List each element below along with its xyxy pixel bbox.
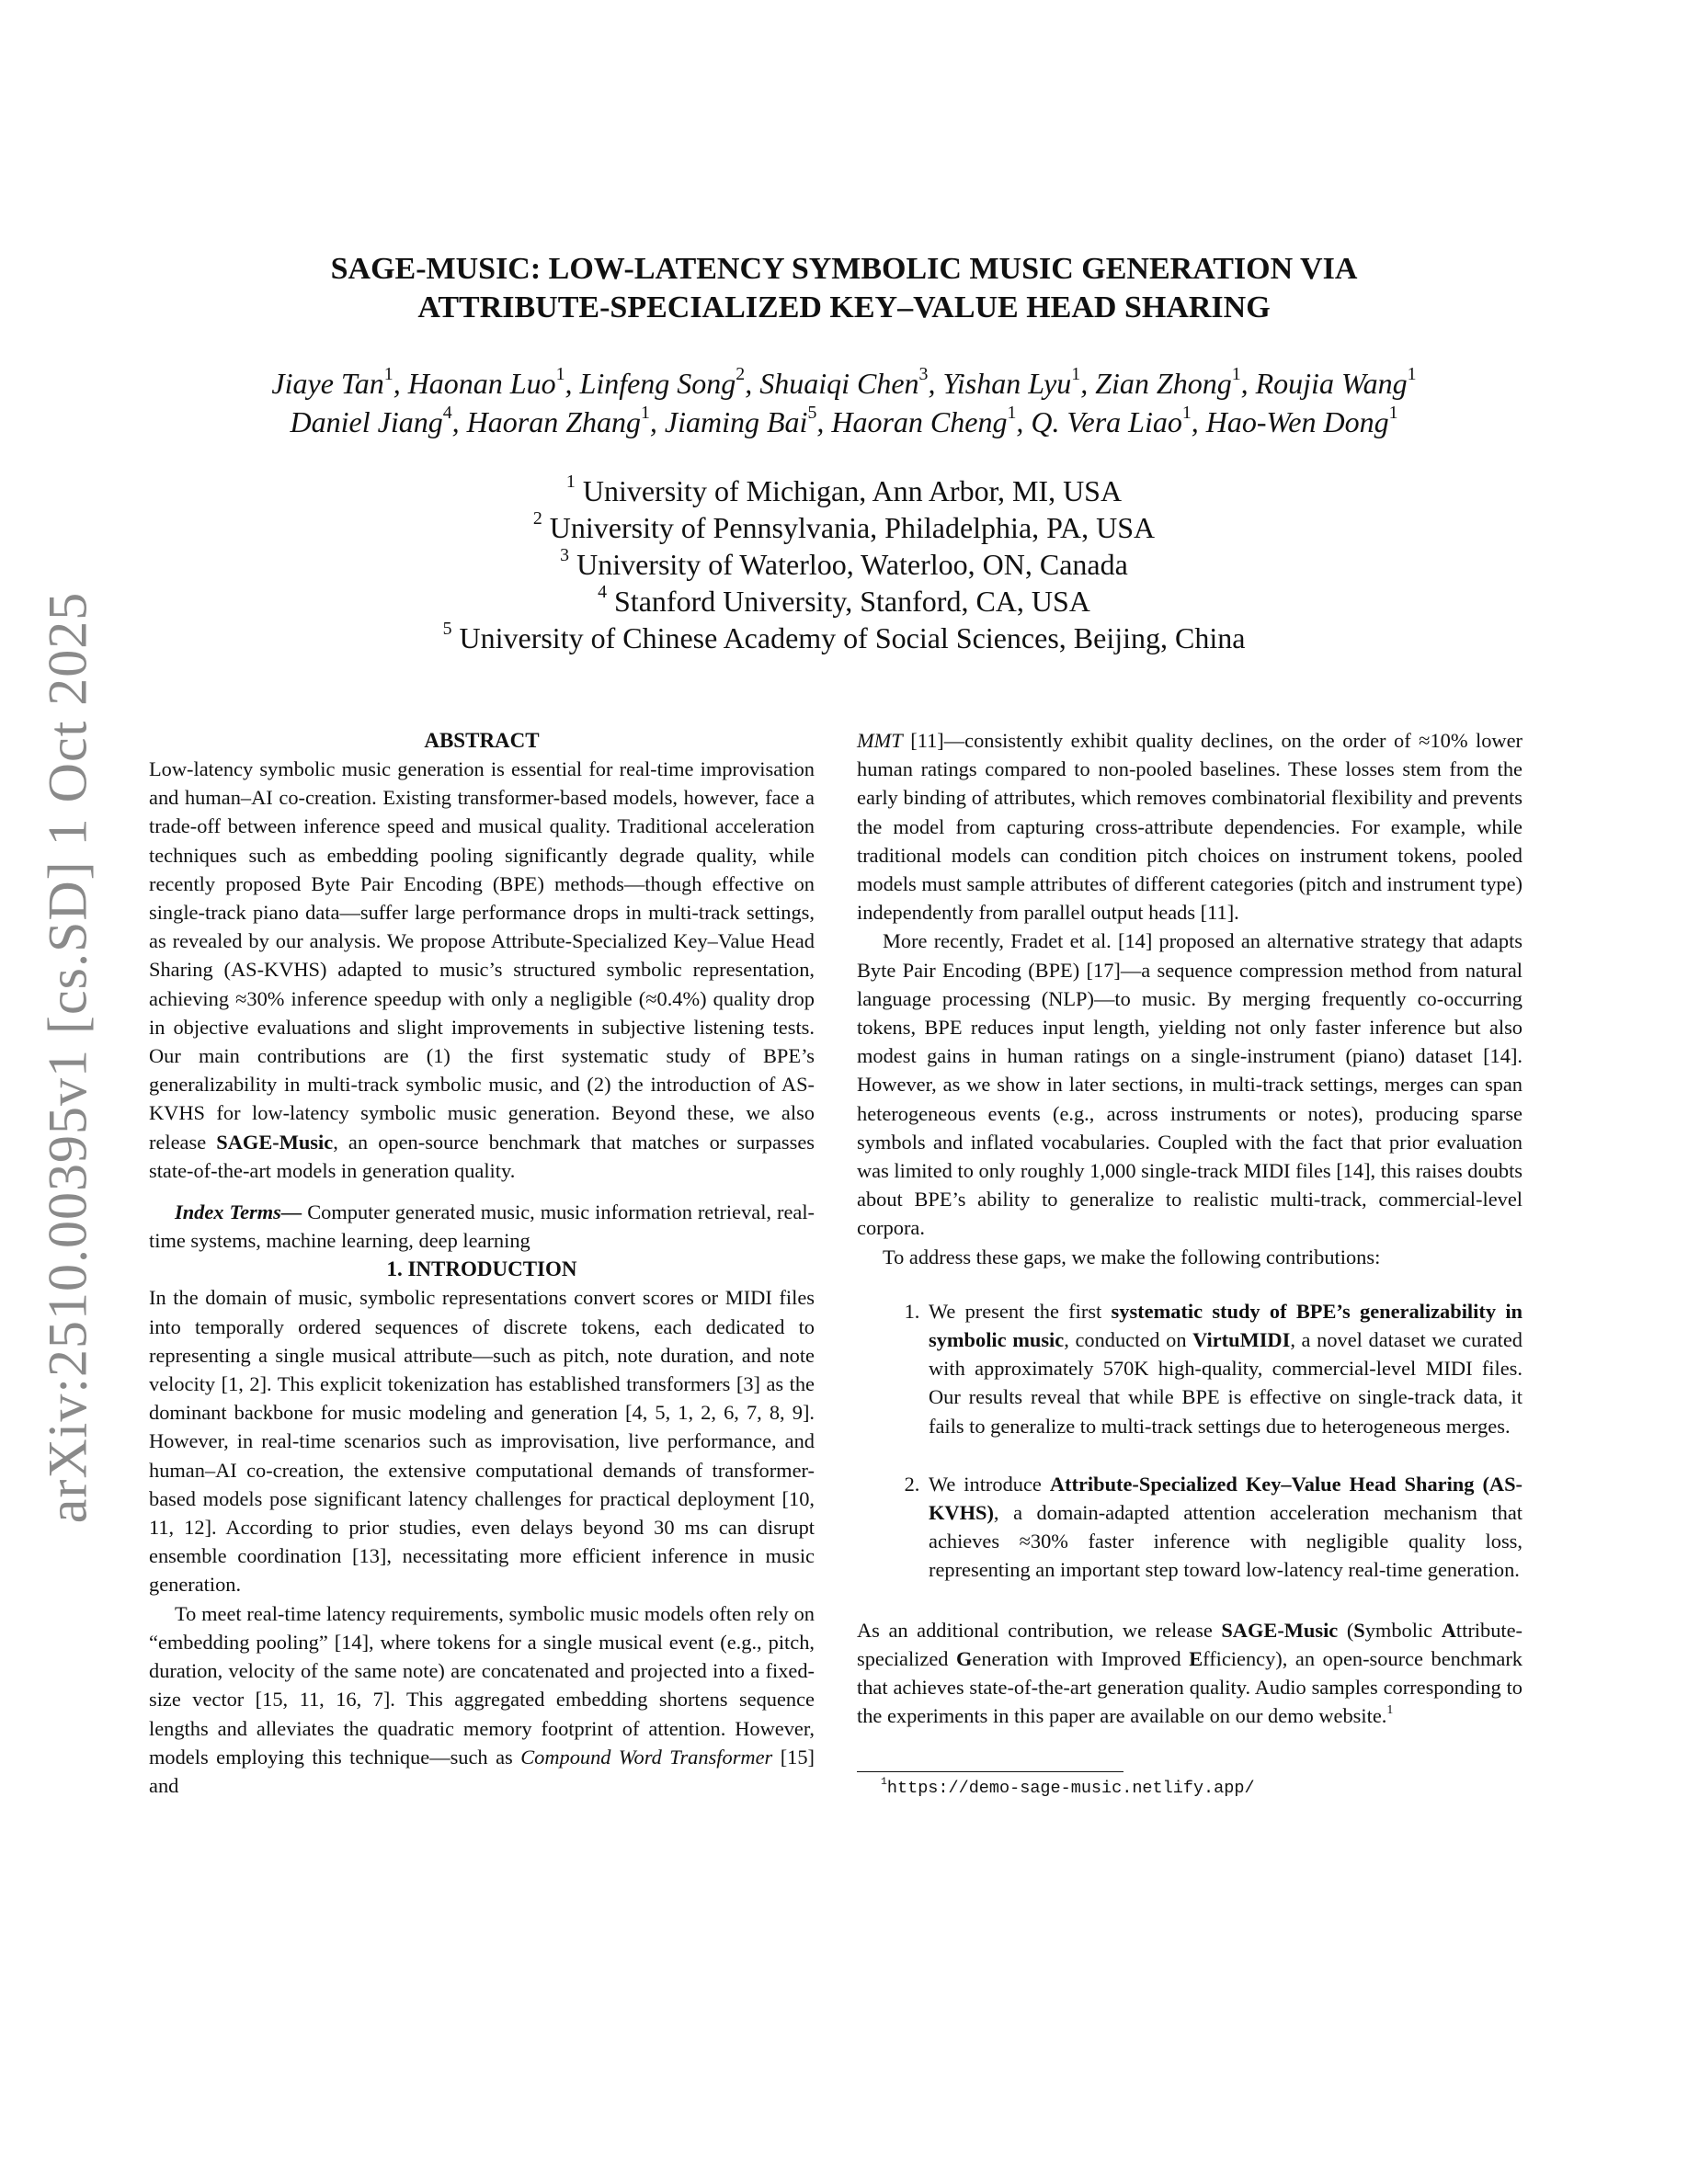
p5-bold: A <box>1441 1618 1456 1642</box>
affiliation <box>147 472 1541 509</box>
affiliation-number: 4 <box>598 582 608 603</box>
author-affiliation-mark: 1 <box>555 364 565 385</box>
author-affiliation-mark: 1 <box>383 364 393 385</box>
title-line-1: SAGE-MUSIC: LOW-LATENCY SYMBOLIC MUSIC GENERATION VIA <box>330 252 1358 286</box>
affiliation <box>147 546 1541 583</box>
author-affiliation-mark: 4 <box>442 403 452 424</box>
p5-text: fficiency), an open-source benchmark that achieves state-of-the-art generation quality. Audio samples corresponding to the experiments in this paper are available on our demo website. <box>857 1646 1523 1728</box>
p5-text: ttribute-specialized <box>857 1618 1523 1670</box>
affiliation-text: Stanford University, Stanford, CA, USA <box>614 585 1090 618</box>
intro-heading: 1. INTRODUCTION <box>386 1257 577 1281</box>
intro-paragraph-1: In the domain of music, symbolic representations convert scores or MIDI files into temporally ordered sequences of discrete tokens, each dedicated to representing a single musical attribute—such as pitch, note duration, and note velocity [1, 2]. This explicit tokenization has established transformers [3] as the dominant backbone for music modeling and generation [4, 5, 1, 2, 6, 7, 8, 9]. However, in real-time scenarios such as improvisation, live performance, and human–AI co-creation, the extensive computational demands of transformer-based models pose significant latency challenges for practical deployment [10, 11, 12]. According to prior studies, even delays beyond 30 ms can disrupt ensemble coordination [13], necessitating more efficient inference in music generation. <box>149 1286 815 1597</box>
contribution-item <box>925 1470 1523 1585</box>
abstract-body <box>149 755 815 1185</box>
author-affiliation-mark: 1 <box>1407 364 1417 385</box>
intro-paragraph-3: More recently, Fradet et al. [14] proposed an alternative strategy that adapts Byte Pair Encoding (BPE) [17]—a sequence compression method from natural language processing (NLP)—to music. By merging frequently co-occurring tokens, BPE reduces input length, yielding not only faster inference but also modest gains in human ratings on a single-instrument (piano) dataset [14]. However, as we show in later sections, in multi-track settings, merges can span heterogeneous events (e.g., across instruments or notes), producing sparse symbols and inflated vocabularies. Coupled with the fact that prior evaluation was limited to only roughly 1,000 single-track MIDI files [14], this raises doubts about BPE’s ability to generalize to realistic multi-track, commercial-level corpora. <box>857 929 1523 1240</box>
intro-p2-text-c: [11]—consistently exhibit quality declines, on the order of ≈10% lower human ratings compared to non-pooled baselines. These losses stem from the early binding of attributes, which removes combinatorial flexibility and prevents the model from capturing cross-attribute dependencies. For example, while traditional models can condition pitch choices on instrument tokens, pooled models must sample attributes of different categories (pitch and instrument type) independently from parallel output heads [11]. <box>857 729 1523 925</box>
intro-p2-italic-1: Compound Word Transformer <box>520 1745 773 1769</box>
author-affiliation-mark: 5 <box>807 403 817 424</box>
affiliation-text: University of Waterloo, Waterloo, ON, Canada <box>576 548 1128 581</box>
contributions-list <box>857 1297 1523 1585</box>
author-affiliation-mark: 1 <box>640 403 650 424</box>
author: Haoran Zhang <box>466 405 641 438</box>
contribution-bold: VirtuMIDI <box>1192 1328 1291 1352</box>
author: Daniel Jiang <box>290 405 443 438</box>
author-affiliation-mark: 1 <box>1181 403 1192 424</box>
p5-bold: SAGE-Music <box>1221 1618 1339 1642</box>
author: Hao-Wen Dong <box>1205 405 1389 438</box>
author-affiliation-mark: 3 <box>918 364 929 385</box>
author: Zian Zhong <box>1095 367 1232 400</box>
affiliation <box>147 509 1541 546</box>
p5-text: ( <box>1338 1618 1354 1642</box>
intro-paragraph-5 <box>857 1616 1523 1731</box>
contribution-text: We present the first <box>929 1299 1112 1323</box>
affiliation-number: 2 <box>532 508 542 529</box>
abstract-text-b: , an open-source benchmark that matches or surpasses state-of-the-art models in generation quality. <box>149 1130 815 1182</box>
left-column <box>149 726 815 1800</box>
p5-bold: S <box>1353 1618 1365 1642</box>
contribution-item <box>925 1297 1523 1440</box>
title-line-2: ATTRIBUTE-SPECIALIZED KEY–VALUE HEAD SHARING <box>417 290 1271 324</box>
affiliation-number: 5 <box>442 619 452 640</box>
contribution-text: , a novel dataset we curated with approximately 570K high-quality, commercial-level MIDI files. Our results reveal that while BPE is effective on single-track data, it fails to generalize to multi-track settings due to heterogeneous merges. <box>929 1328 1523 1438</box>
intro-p2-italic-2: MMT <box>857 729 903 752</box>
affiliation-list <box>147 472 1541 656</box>
contribution-text: We introduce <box>929 1472 1050 1496</box>
author-affiliation-mark: 2 <box>736 364 746 385</box>
p5-text: eneration with Improved <box>972 1646 1190 1670</box>
paper-title <box>147 250 1541 327</box>
contribution-text: , a domain-adapted attention acceleration mechanism that achieves ≈30% faster inference with negligible quality loss, representing an important step toward low-latency real-time generation. <box>929 1501 1523 1582</box>
affiliation-number: 1 <box>565 472 576 493</box>
author-row-2: Daniel Jiang$^4$, Haoran Zhang$^1$, Jiaming Bai$^5$, Haoran Cheng$^1$, Q. Vera Liao$^1$, Hao-Wen Dong$^1$ <box>290 403 1398 438</box>
author: Shuaiqi Chen <box>759 367 919 400</box>
affiliation-text: University of Pennsylvania, Philadelphia, PA, USA <box>549 511 1156 544</box>
affiliation <box>147 583 1541 620</box>
author: Yishan Lyu <box>942 367 1072 400</box>
author: Roujia Wang <box>1255 367 1408 400</box>
footnote-url[interactable]: https://demo-sage-music.netlify.app/ <box>886 1778 1255 1798</box>
intro-paragraph-4: To address these gaps, we make the following contributions: <box>883 1245 1381 1268</box>
author: Jiaye Tan <box>271 367 384 400</box>
abstract-benchmark-name: SAGE-Music <box>216 1130 334 1154</box>
affiliation-text: University of Michigan, Ann Arbor, MI, USA <box>582 474 1123 507</box>
affiliation <box>147 620 1541 656</box>
author: Haonan Luo <box>407 367 556 400</box>
footnote-number: 1 <box>881 1775 887 1788</box>
arxiv-side-stamp <box>35 591 101 1523</box>
author-affiliation-mark: 1 <box>1388 403 1398 424</box>
footnote-rule <box>857 1771 1123 1772</box>
p5-bold: G <box>956 1646 973 1670</box>
author-affiliation-mark: 1 <box>1007 403 1017 424</box>
intro-paragraph-2 <box>149 1599 815 1800</box>
author: Linfeng Song <box>579 367 736 400</box>
contribution-bold: Attribute-Specialized Key–Value Head Sharing (AS-KVHS) <box>929 1472 1523 1525</box>
intro-p2-text-a: To meet real-time latency requirements, symbolic music models often rely on “embedding pooling” [14], where tokens for a single musical event (e.g., pitch, duration, velocity of the same note) are concatenated and projected into a fixed-size vector [15, 11, 16, 7]. This aggregated embedding shortens sequence lengths and alleviates the quadratic memory footprint of attention. However, models employing this technique—such as <box>149 1601 815 1769</box>
author: Jiaming Bai <box>664 405 808 438</box>
author-row-1: Jiaye Tan$^1$, Haonan Luo$^1$, Linfeng Song$^2$, Shuaiqi Chen$^3$, Yishan Lyu$^1$, Zian Zhong$^1$, Roujia Wang$^1$ <box>271 364 1417 400</box>
abstract-heading: ABSTRACT <box>424 729 540 752</box>
affiliation-text: University of Chinese Academy of Social Sciences, Beijing, China <box>459 621 1246 654</box>
p5-bold: E <box>1189 1646 1203 1670</box>
p5-text: As an additional contribution, we release <box>857 1618 1222 1642</box>
author-affiliation-mark: 1 <box>1231 364 1241 385</box>
footnote-mark: 1 <box>1386 1702 1394 1717</box>
affiliation-number: 3 <box>560 545 570 566</box>
author-affiliation-mark: 1 <box>1071 364 1081 385</box>
index-terms-text: Computer generated music, music information retrieval, real-time systems, machine learning, deep learning <box>149 1200 815 1253</box>
index-terms-label: Index Terms— <box>175 1200 302 1224</box>
author-list <box>147 364 1541 441</box>
author: Haoran Cheng <box>831 405 1008 438</box>
footnote <box>857 1775 1523 1800</box>
contribution-bold: systematic study of BPE’s generalizability in symbolic music <box>929 1299 1523 1352</box>
intro-paragraph-2-continued <box>857 726 1523 927</box>
arxiv-identifier: arXiv:2510.00395v1 [cs.SD] 1 Oct 2025 <box>37 591 98 1523</box>
contribution-text: , conducted on <box>1064 1328 1193 1352</box>
intro-p2-text-b: [15] and <box>149 1745 815 1797</box>
author: Q. Vera Liao <box>1031 405 1182 438</box>
abstract-text-a: Low-latency symbolic music generation is essential for real-time improvisation and human–AI co-creation. Existing transformer-based models, however, face a trade-off between inference speed and musical quality. Traditional acceleration techniques such as embedding pooling significantly degrade quality, while recently proposed Byte Pair Encoding (BPE) methods—though effective on single-track piano data—suffer large performance drops in multi-track settings, as revealed by our analysis. We propose Attribute-Specialized Key–Value Head Sharing (AS-KVHS) adapted to music’s structured symbolic representation, achieving ≈30% inference speedup with only a negligible (≈0.4%) quality drop in objective evaluations and slight improvements in subjective listening tests. Our main contributions are (1) the first systematic study of BPE’s generalizability in multi-track symbolic music, and (2) the introduction of AS-KVHS for low-latency symbolic music generation. Beyond these, we also release <box>149 757 815 1154</box>
right-column <box>857 726 1523 1800</box>
p5-text: ymbolic <box>1364 1618 1442 1642</box>
index-terms <box>149 1198 815 1255</box>
